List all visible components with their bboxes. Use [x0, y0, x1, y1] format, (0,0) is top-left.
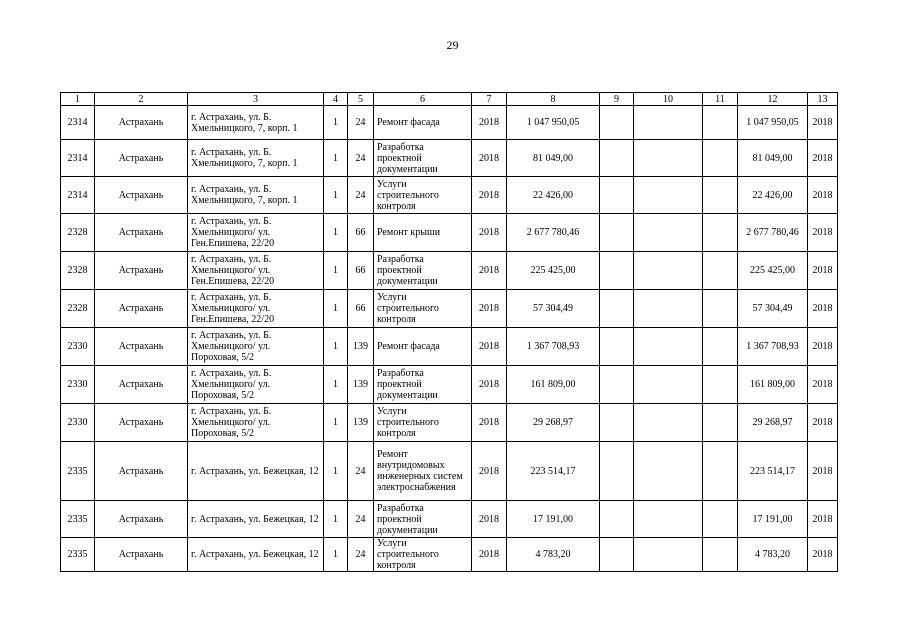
fund-cost-cell: 1 367 708,93	[738, 328, 808, 366]
work-type-cell: Услуги строительного контроля	[374, 538, 472, 572]
municipality-cell: Астрахань	[95, 328, 188, 366]
house-id-cell: 2335	[61, 538, 95, 572]
table-row	[61, 214, 838, 252]
municipality-cell: Астрахань	[95, 404, 188, 442]
col-9-cell	[600, 177, 634, 214]
apartment-count-cell: 139	[348, 404, 374, 442]
col-9-cell	[600, 538, 634, 572]
col-11-cell	[703, 140, 738, 177]
house-id-cell: 2314	[61, 177, 95, 214]
table-row	[61, 404, 838, 442]
total-cost-cell: 161 809,00	[507, 366, 600, 404]
apartment-count-cell: 139	[348, 328, 374, 366]
plan-year-cell: 2018	[472, 404, 507, 442]
entrance-count-cell: 1	[324, 214, 348, 252]
end-year-cell: 2018	[808, 366, 838, 404]
col-9-cell	[600, 106, 634, 140]
entrance-count-cell: 1	[324, 290, 348, 328]
col-11-cell	[703, 106, 738, 140]
fund-cost-cell: 29 268,97	[738, 404, 808, 442]
total-cost-cell: 29 268,97	[507, 404, 600, 442]
col-11-cell	[703, 252, 738, 290]
col-10-cell	[634, 366, 703, 404]
col-11-cell	[703, 538, 738, 572]
work-type-cell: Ремонт внутридомовых инженерных систем электроснабжения	[374, 442, 472, 501]
work-type-cell: Разработка проектной документации	[374, 252, 472, 290]
col-10-cell	[634, 501, 703, 538]
table-row	[61, 442, 838, 501]
address-cell: г. Астрахань, ул. Б. Хмельницкого/ ул. Ген.Епишева, 22/20	[188, 214, 324, 252]
total-cost-cell: 2 677 780,46	[507, 214, 600, 252]
plan-year-cell: 2018	[472, 106, 507, 140]
apartment-count-cell: 24	[348, 501, 374, 538]
work-type-cell: Разработка проектной документации	[374, 501, 472, 538]
address-cell: г. Астрахань, ул. Б. Хмельницкого, 7, корп. 1	[188, 177, 324, 214]
col-11-cell	[703, 214, 738, 252]
table-row	[61, 538, 838, 572]
end-year-cell: 2018	[808, 404, 838, 442]
header-cell: 3	[188, 93, 324, 106]
header-cell: 2	[95, 93, 188, 106]
house-id-cell: 2330	[61, 328, 95, 366]
end-year-cell: 2018	[808, 214, 838, 252]
plan-year-cell: 2018	[472, 214, 507, 252]
table-row	[61, 106, 838, 140]
address-cell: г. Астрахань, ул. Бежецкая, 12	[188, 538, 324, 572]
col-9-cell	[600, 328, 634, 366]
work-type-cell: Ремонт крыши	[374, 214, 472, 252]
apartment-count-cell: 24	[348, 140, 374, 177]
apartment-count-cell: 24	[348, 442, 374, 501]
entrance-count-cell: 1	[324, 366, 348, 404]
end-year-cell: 2018	[808, 252, 838, 290]
house-id-cell: 2328	[61, 252, 95, 290]
col-11-cell	[703, 328, 738, 366]
municipality-cell: Астрахань	[95, 140, 188, 177]
total-cost-cell: 57 304,49	[507, 290, 600, 328]
entrance-count-cell: 1	[324, 106, 348, 140]
header-cell: 9	[600, 93, 634, 106]
col-9-cell	[600, 442, 634, 501]
house-id-cell: 2314	[61, 140, 95, 177]
apartment-count-cell: 139	[348, 366, 374, 404]
apartment-count-cell: 24	[348, 106, 374, 140]
entrance-count-cell: 1	[324, 538, 348, 572]
work-type-cell: Ремонт фасада	[374, 328, 472, 366]
plan-year-cell: 2018	[472, 290, 507, 328]
repair-register-table	[60, 92, 838, 572]
apartment-count-cell: 24	[348, 538, 374, 572]
municipality-cell: Астрахань	[95, 290, 188, 328]
fund-cost-cell: 17 191,00	[738, 501, 808, 538]
header-cell: 6	[374, 93, 472, 106]
header-cell: 11	[703, 93, 738, 106]
col-11-cell	[703, 404, 738, 442]
house-id-cell: 2328	[61, 290, 95, 328]
total-cost-cell: 223 514,17	[507, 442, 600, 501]
col-10-cell	[634, 328, 703, 366]
total-cost-cell: 1 367 708,93	[507, 328, 600, 366]
col-11-cell	[703, 442, 738, 501]
total-cost-cell: 225 425,00	[507, 252, 600, 290]
work-type-cell: Разработка проектной документации	[374, 366, 472, 404]
total-cost-cell: 81 049,00	[507, 140, 600, 177]
end-year-cell: 2018	[808, 442, 838, 501]
entrance-count-cell: 1	[324, 252, 348, 290]
house-id-cell: 2330	[61, 404, 95, 442]
end-year-cell: 2018	[808, 290, 838, 328]
col-11-cell	[703, 177, 738, 214]
page-number: 29	[446, 38, 459, 52]
end-year-cell: 2018	[808, 140, 838, 177]
col-9-cell	[600, 366, 634, 404]
col-9-cell	[600, 290, 634, 328]
address-cell: г. Астрахань, ул. Б. Хмельницкого/ ул. Ген.Епишева, 22/20	[188, 252, 324, 290]
fund-cost-cell: 4 783,20	[738, 538, 808, 572]
apartment-count-cell: 66	[348, 214, 374, 252]
end-year-cell: 2018	[808, 106, 838, 140]
table-row	[61, 252, 838, 290]
fund-cost-cell: 57 304,49	[738, 290, 808, 328]
header-cell: 13	[808, 93, 838, 106]
plan-year-cell: 2018	[472, 538, 507, 572]
header-cell: 7	[472, 93, 507, 106]
plan-year-cell: 2018	[472, 328, 507, 366]
col-10-cell	[634, 442, 703, 501]
work-type-cell: Услуги строительного контроля	[374, 404, 472, 442]
municipality-cell: Астрахань	[95, 366, 188, 404]
entrance-count-cell: 1	[324, 404, 348, 442]
header-cell: 1	[61, 93, 95, 106]
house-id-cell: 2314	[61, 106, 95, 140]
col-11-cell	[703, 501, 738, 538]
municipality-cell: Астрахань	[95, 252, 188, 290]
end-year-cell: 2018	[808, 538, 838, 572]
total-cost-cell: 1 047 950,05	[507, 106, 600, 140]
apartment-count-cell: 66	[348, 252, 374, 290]
plan-year-cell: 2018	[472, 501, 507, 538]
header-cell: 4	[324, 93, 348, 106]
plan-year-cell: 2018	[472, 366, 507, 404]
address-cell: г. Астрахань, ул. Б. Хмельницкого/ ул. Пороховая, 5/2	[188, 328, 324, 366]
house-id-cell: 2330	[61, 366, 95, 404]
fund-cost-cell: 2 677 780,46	[738, 214, 808, 252]
plan-year-cell: 2018	[472, 252, 507, 290]
entrance-count-cell: 1	[324, 328, 348, 366]
work-type-cell: Ремонт фасада	[374, 106, 472, 140]
fund-cost-cell: 225 425,00	[738, 252, 808, 290]
end-year-cell: 2018	[808, 328, 838, 366]
work-type-cell: Услуги строительного контроля	[374, 290, 472, 328]
municipality-cell: Астрахань	[95, 538, 188, 572]
address-cell: г. Астрахань, ул. Б. Хмельницкого/ ул. Пороховая, 5/2	[188, 366, 324, 404]
col-10-cell	[634, 252, 703, 290]
address-cell: г. Астрахань, ул. Бежецкая, 12	[188, 442, 324, 501]
header-cell: 12	[738, 93, 808, 106]
total-cost-cell: 4 783,20	[507, 538, 600, 572]
table-row	[61, 366, 838, 404]
fund-cost-cell: 1 047 950,05	[738, 106, 808, 140]
header-cell: 5	[348, 93, 374, 106]
total-cost-cell: 17 191,00	[507, 501, 600, 538]
fund-cost-cell: 22 426,00	[738, 177, 808, 214]
col-10-cell	[634, 404, 703, 442]
address-cell: г. Астрахань, ул. Б. Хмельницкого, 7, корп. 1	[188, 140, 324, 177]
house-id-cell: 2335	[61, 501, 95, 538]
apartment-count-cell: 66	[348, 290, 374, 328]
col-10-cell	[634, 214, 703, 252]
entrance-count-cell: 1	[324, 177, 348, 214]
col-11-cell	[703, 290, 738, 328]
col-9-cell	[600, 140, 634, 177]
col-10-cell	[634, 106, 703, 140]
col-9-cell	[600, 214, 634, 252]
col-10-cell	[634, 177, 703, 214]
table-row	[61, 290, 838, 328]
municipality-cell: Астрахань	[95, 214, 188, 252]
address-cell: г. Астрахань, ул. Б. Хмельницкого/ ул. Ген.Епишева, 22/20	[188, 290, 324, 328]
col-10-cell	[634, 140, 703, 177]
col-9-cell	[600, 501, 634, 538]
plan-year-cell: 2018	[472, 140, 507, 177]
municipality-cell: Астрахань	[95, 501, 188, 538]
work-type-cell: Разработка проектной документации	[374, 140, 472, 177]
address-cell: г. Астрахань, ул. Б. Хмельницкого, 7, корп. 1	[188, 106, 324, 140]
municipality-cell: Астрахань	[95, 442, 188, 501]
plan-year-cell: 2018	[472, 442, 507, 501]
table-row	[61, 328, 838, 366]
address-cell: г. Астрахань, ул. Бежецкая, 12	[188, 501, 324, 538]
header-cell: 10	[634, 93, 703, 106]
entrance-count-cell: 1	[324, 501, 348, 538]
house-id-cell: 2328	[61, 214, 95, 252]
fund-cost-cell: 161 809,00	[738, 366, 808, 404]
total-cost-cell: 22 426,00	[507, 177, 600, 214]
col-10-cell	[634, 290, 703, 328]
table-row	[61, 177, 838, 214]
work-type-cell: Услуги строительного контроля	[374, 177, 472, 214]
house-id-cell: 2335	[61, 442, 95, 501]
col-11-cell	[703, 366, 738, 404]
col-9-cell	[600, 404, 634, 442]
col-10-cell	[634, 538, 703, 572]
plan-year-cell: 2018	[472, 177, 507, 214]
table-row	[61, 501, 838, 538]
table-row	[61, 140, 838, 177]
fund-cost-cell: 223 514,17	[738, 442, 808, 501]
entrance-count-cell: 1	[324, 442, 348, 501]
municipality-cell: Астрахань	[95, 106, 188, 140]
fund-cost-cell: 81 049,00	[738, 140, 808, 177]
header-cell: 8	[507, 93, 600, 106]
apartment-count-cell: 24	[348, 177, 374, 214]
table-header-row	[61, 93, 838, 106]
end-year-cell: 2018	[808, 501, 838, 538]
col-9-cell	[600, 252, 634, 290]
entrance-count-cell: 1	[324, 140, 348, 177]
municipality-cell: Астрахань	[95, 177, 188, 214]
end-year-cell: 2018	[808, 177, 838, 214]
address-cell: г. Астрахань, ул. Б. Хмельницкого/ ул. Пороховая, 5/2	[188, 404, 324, 442]
